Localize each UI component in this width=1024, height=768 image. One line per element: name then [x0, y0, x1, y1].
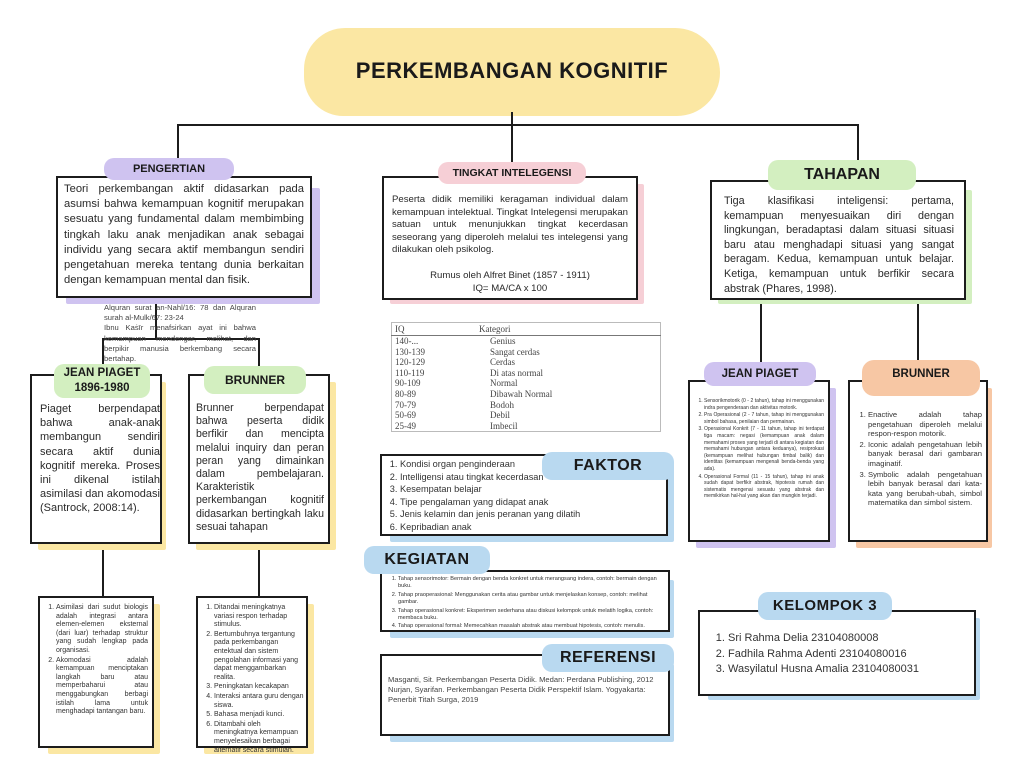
- iq-range: 50-69: [395, 410, 416, 421]
- tahapan-label: TAHAPAN: [768, 160, 916, 190]
- iq-range: 25-49: [395, 420, 416, 431]
- table-row: [392, 410, 661, 421]
- iq-header-kategori: Kategori: [476, 323, 661, 336]
- list-item: 4. Operasional Formal (11 - 15 tahun), tahap ini anak sudah dapat berfikir abstrak, hipotesis rumah dan sistematis mengenai sesuatu yang abstrak dan memikirkan hal-hal yang akan dan mungkin terjadi.: [704, 474, 824, 500]
- iq-range: 90-109: [395, 378, 421, 389]
- list-item: 3. Kesempatan belajar: [400, 484, 658, 496]
- piaget-right-label: JEAN PIAGET: [704, 362, 816, 386]
- list-item: 3. Tahap operasional konkret: Eksperimen sederhana atau diskusi kelompok untuk melatih logika, contoh: membaca buku.: [398, 608, 664, 623]
- kegiatan-list: [388, 576, 664, 632]
- kelompok-list: [712, 631, 972, 678]
- list-item: 4. Tipe pengalaman yang didapat anak: [400, 497, 658, 509]
- list-item: 1. Asimilasi dari sudut biologis adalah integrasi antara elemen-elemen eksternal (dari luar) terhadap struktur yang sudah lengkap pada organisasi.: [56, 604, 148, 656]
- list-item: 5. Bahasa menjadi kunci.: [214, 711, 304, 720]
- list-item: 2. Intelligensi atau tingkat kecerdasan: [400, 472, 658, 484]
- referensi-item-2: Nurjan, Syarifan. Perkembangan Peserta Didik Perspektif Islam. Yogyakarta: Penerbit Titah Surga, 2019: [388, 685, 646, 704]
- table-row: [392, 368, 661, 379]
- list-item: 2. Bertumbuhnya tergantung pada perkembangan entektual dan sistem pengolahan informasi yang dapat menggambarkan realita.: [214, 631, 304, 683]
- list-item: 2. Pra Operasional (2 - 7 tahun, tahap ini menggunakan simbol bahasa, penilaian dan permainan.: [704, 412, 824, 425]
- list-item: 4. Interaksi antara guru dengan siswa.: [214, 693, 304, 710]
- iq-range: 140-...: [395, 336, 419, 346]
- list-item: 3. Wasyilatul Husna Amalia 23104080031: [728, 662, 972, 677]
- table-row: [392, 421, 661, 432]
- table-row: [392, 400, 661, 411]
- tingkat-text: Peserta didik memiliki keragaman individual dalam kemampuan intelektual. Tingkat Intelegensi merupakan satuan untuk menunjukkan tingkat kecerdasan seseorang yang diperoleh melalui tes intelegensi yang dilakukan oleh psikolog.: [392, 194, 628, 256]
- tingkat-formula-source: Rumus oleh Alfret Binet (1857 - 1911): [430, 270, 590, 281]
- referensi-item-1: Masganti, Sit. Perkembangan Peserta Didik. Medan: Perdana Publishing, 2012: [388, 675, 654, 684]
- tahapan-text: Tiga klasifikasi inteligensi: pertama, kemampuan menyesuaikan diri dengan lingkungan, beradaptasi dalam situasi situasi baru atau menghadapi situasi yang sangat beragam. Kedua, kemampuan untuk belajar. Ketiga, kemampuan untuk berfikir secara abstrak (Phares, 1998).: [724, 195, 954, 295]
- iq-category: Normal: [489, 378, 518, 389]
- list-item: 6. Kepribadian anak: [400, 522, 658, 534]
- iq-range: 80-89: [395, 388, 416, 399]
- list-item: 1. Tahap sensorimotor: Bermain dengan benda konkret untuk merangsang indera, contoh: bermain dengan buku.: [398, 576, 664, 591]
- table-row: [392, 347, 661, 358]
- list-item: 2. Fadhila Rahma Adenti 23104080016: [728, 647, 972, 662]
- iq-category: Dibawah Normal: [489, 388, 553, 399]
- list-item: 5. Jenis kelamin dan jenis peranan yang dilatih: [400, 509, 658, 521]
- list-item: 3. Peningkatan kecakapan: [214, 683, 304, 692]
- piaget-right-list: [694, 398, 824, 501]
- connector-tahapan-piaget: [760, 302, 762, 364]
- list-item: 6. Ditambahi oleh meningkatnya kemampuan menyelesaikan berbagai alternatif secara stimulan.: [214, 721, 304, 755]
- brunner-detail-list: [204, 604, 304, 756]
- pengertian-label: PENGERTIAN: [104, 158, 234, 180]
- tingkat-label: TINGKAT INTELEGENSI: [438, 162, 586, 184]
- brunner-right-list: [858, 410, 982, 509]
- connector-tahapan-brunner: [917, 302, 919, 364]
- piaget-left-text: Piaget berpendapat bahwa anak-anak membangun sendiri secara aktif dunia kognitif mereka. Proses ini dikenal istilah asimilasi dan akomodasi (Santrock, 2008:14).: [40, 403, 160, 515]
- list-item: 1. Sri Rahma Delia 23104080008: [728, 631, 972, 646]
- table-row: [392, 378, 661, 389]
- brunner-left-label: BRUNNER: [204, 366, 306, 394]
- pengertian-note: Alquran surat an-Nahl/16: 78 dan Alquran surah al-Mulk/67: 23-24 Ibnu Kaṡīr menafsirkan ayat ini bahwa kemampuan mendengar, melihat, dan berpikir manusia berkembang secara bertahap.: [104, 303, 256, 364]
- iq-category: Bodoh: [489, 399, 514, 410]
- faktor-list: [388, 459, 658, 535]
- list-item: 1. Ditandai meningkatnya variasi respon terhadap stimulus.: [214, 604, 304, 630]
- iq-table-header: [392, 323, 661, 336]
- iq-category: Debil: [489, 410, 510, 421]
- iq-category: Cerdas: [489, 357, 515, 368]
- kegiatan-label: KEGIATAN: [364, 546, 490, 574]
- faktor-label: FAKTOR: [542, 452, 674, 480]
- kelompok-label: KELOMPOK 3: [758, 592, 892, 620]
- table-row: [392, 336, 661, 347]
- iq-category: Di atas normal: [489, 367, 543, 378]
- list-item: 1. Kondisi organ penginderaan: [400, 459, 658, 471]
- iq-category: Genius: [489, 336, 516, 346]
- piaget-detail-list: [46, 604, 148, 718]
- table-row: [392, 357, 661, 368]
- connector-tahapan: [857, 124, 859, 164]
- pengertian-text: Teori perkembangan aktif didasarkan pada asumsi bahwa kemampuan kognitif merupakan sesuatu yang fundamental dalam membimbing tingkah laku anak menjadikan anak sebagai individu yang secara aktif membangun sendiri pengetahuan mereka tentang dunia berkaitan dengan kemampuan mental dan fisik.: [64, 183, 304, 287]
- iq-table: [391, 322, 661, 432]
- list-item: 1. Sensorikmotorik (0 - 2 tahun), tahap ini menggunakan indra pengenderaan dan aktivitas motorik.: [704, 398, 824, 411]
- connector-tingkat: [511, 124, 513, 164]
- list-item: 4. Tahap operasional formal: Memecahkan masalah abstrak atau membuat hipotesis, contoh: menulis.: [398, 623, 664, 630]
- iq-category: Imbecil: [489, 420, 518, 431]
- iq-range: 130-139: [395, 346, 425, 357]
- piaget-left-label: JEAN PIAGET 1896-1980: [54, 364, 150, 398]
- list-item: 2. Akomodasi adalah kemampuan menciptakan langkah baru atau memperbaharui atau menggabungkan berbagi istilah lama untuk menghadapi tantangan baru.: [56, 657, 148, 717]
- iq-header-iq: IQ: [392, 323, 476, 336]
- list-item: 3. Symbolic adalah pengetahuan lebih banyak berasal dari kata-kata yang berubah-ubah, simbol matematika dan simbol sistem.: [868, 470, 982, 508]
- brunner-right-label: BRUNNER: [862, 360, 980, 396]
- iq-category: Sangat cerdas: [489, 346, 540, 357]
- connector-brunner-left: [258, 338, 260, 368]
- referensi-label: REFERENSI: [542, 644, 674, 672]
- list-item: 1. Enactive adalah tahap pengetahuan diperoleh melalui respon-respon motorik.: [868, 410, 982, 439]
- connector-top-bar: [177, 124, 859, 126]
- iq-range: 70-79: [395, 399, 416, 410]
- iq-range: 110-119: [395, 367, 425, 378]
- page-title: PERKEMBANGAN KOGNITIF: [355, 58, 669, 83]
- table-row: [392, 389, 661, 400]
- iq-range: 120-129: [395, 357, 425, 368]
- connector-brunner-detail: [258, 545, 260, 597]
- connector-piaget-detail: [102, 545, 104, 597]
- tingkat-formula: IQ= MA/CA x 100: [472, 283, 548, 294]
- list-item: 3. Operasional Konkrit (7 - 11 tahun, tahap ini terdapat tiga macam: negasi (kemampuan anak dalam memahami proses yang terjadi di antara kegiatan dan memahami hubungan antara keduanya), resiprokasi (kemampuan melihat hubungan timbal balik) dan identitas (kemampuan mengenali benda-benda yang ada).: [704, 426, 824, 472]
- list-item: 2. Iconic adalah pengetahuan lebih banyak berasal dari gambaran imaginatif.: [868, 440, 982, 469]
- brunner-left-text: Brunner berpendapat bahwa peserta didik berfikir dan mencipta melalui inquiry dan peran peran yang dimainkan dalam pembelajaran. Karakteristik perkembangan kognitif didasarkan bertingkah laku sesuai tahapan: [196, 402, 324, 533]
- list-item: 2. Tahap praoperasional: Menggunakan cerita atau gambar untuk menjelaskan konsep, contoh: melihat gambar.: [398, 592, 664, 607]
